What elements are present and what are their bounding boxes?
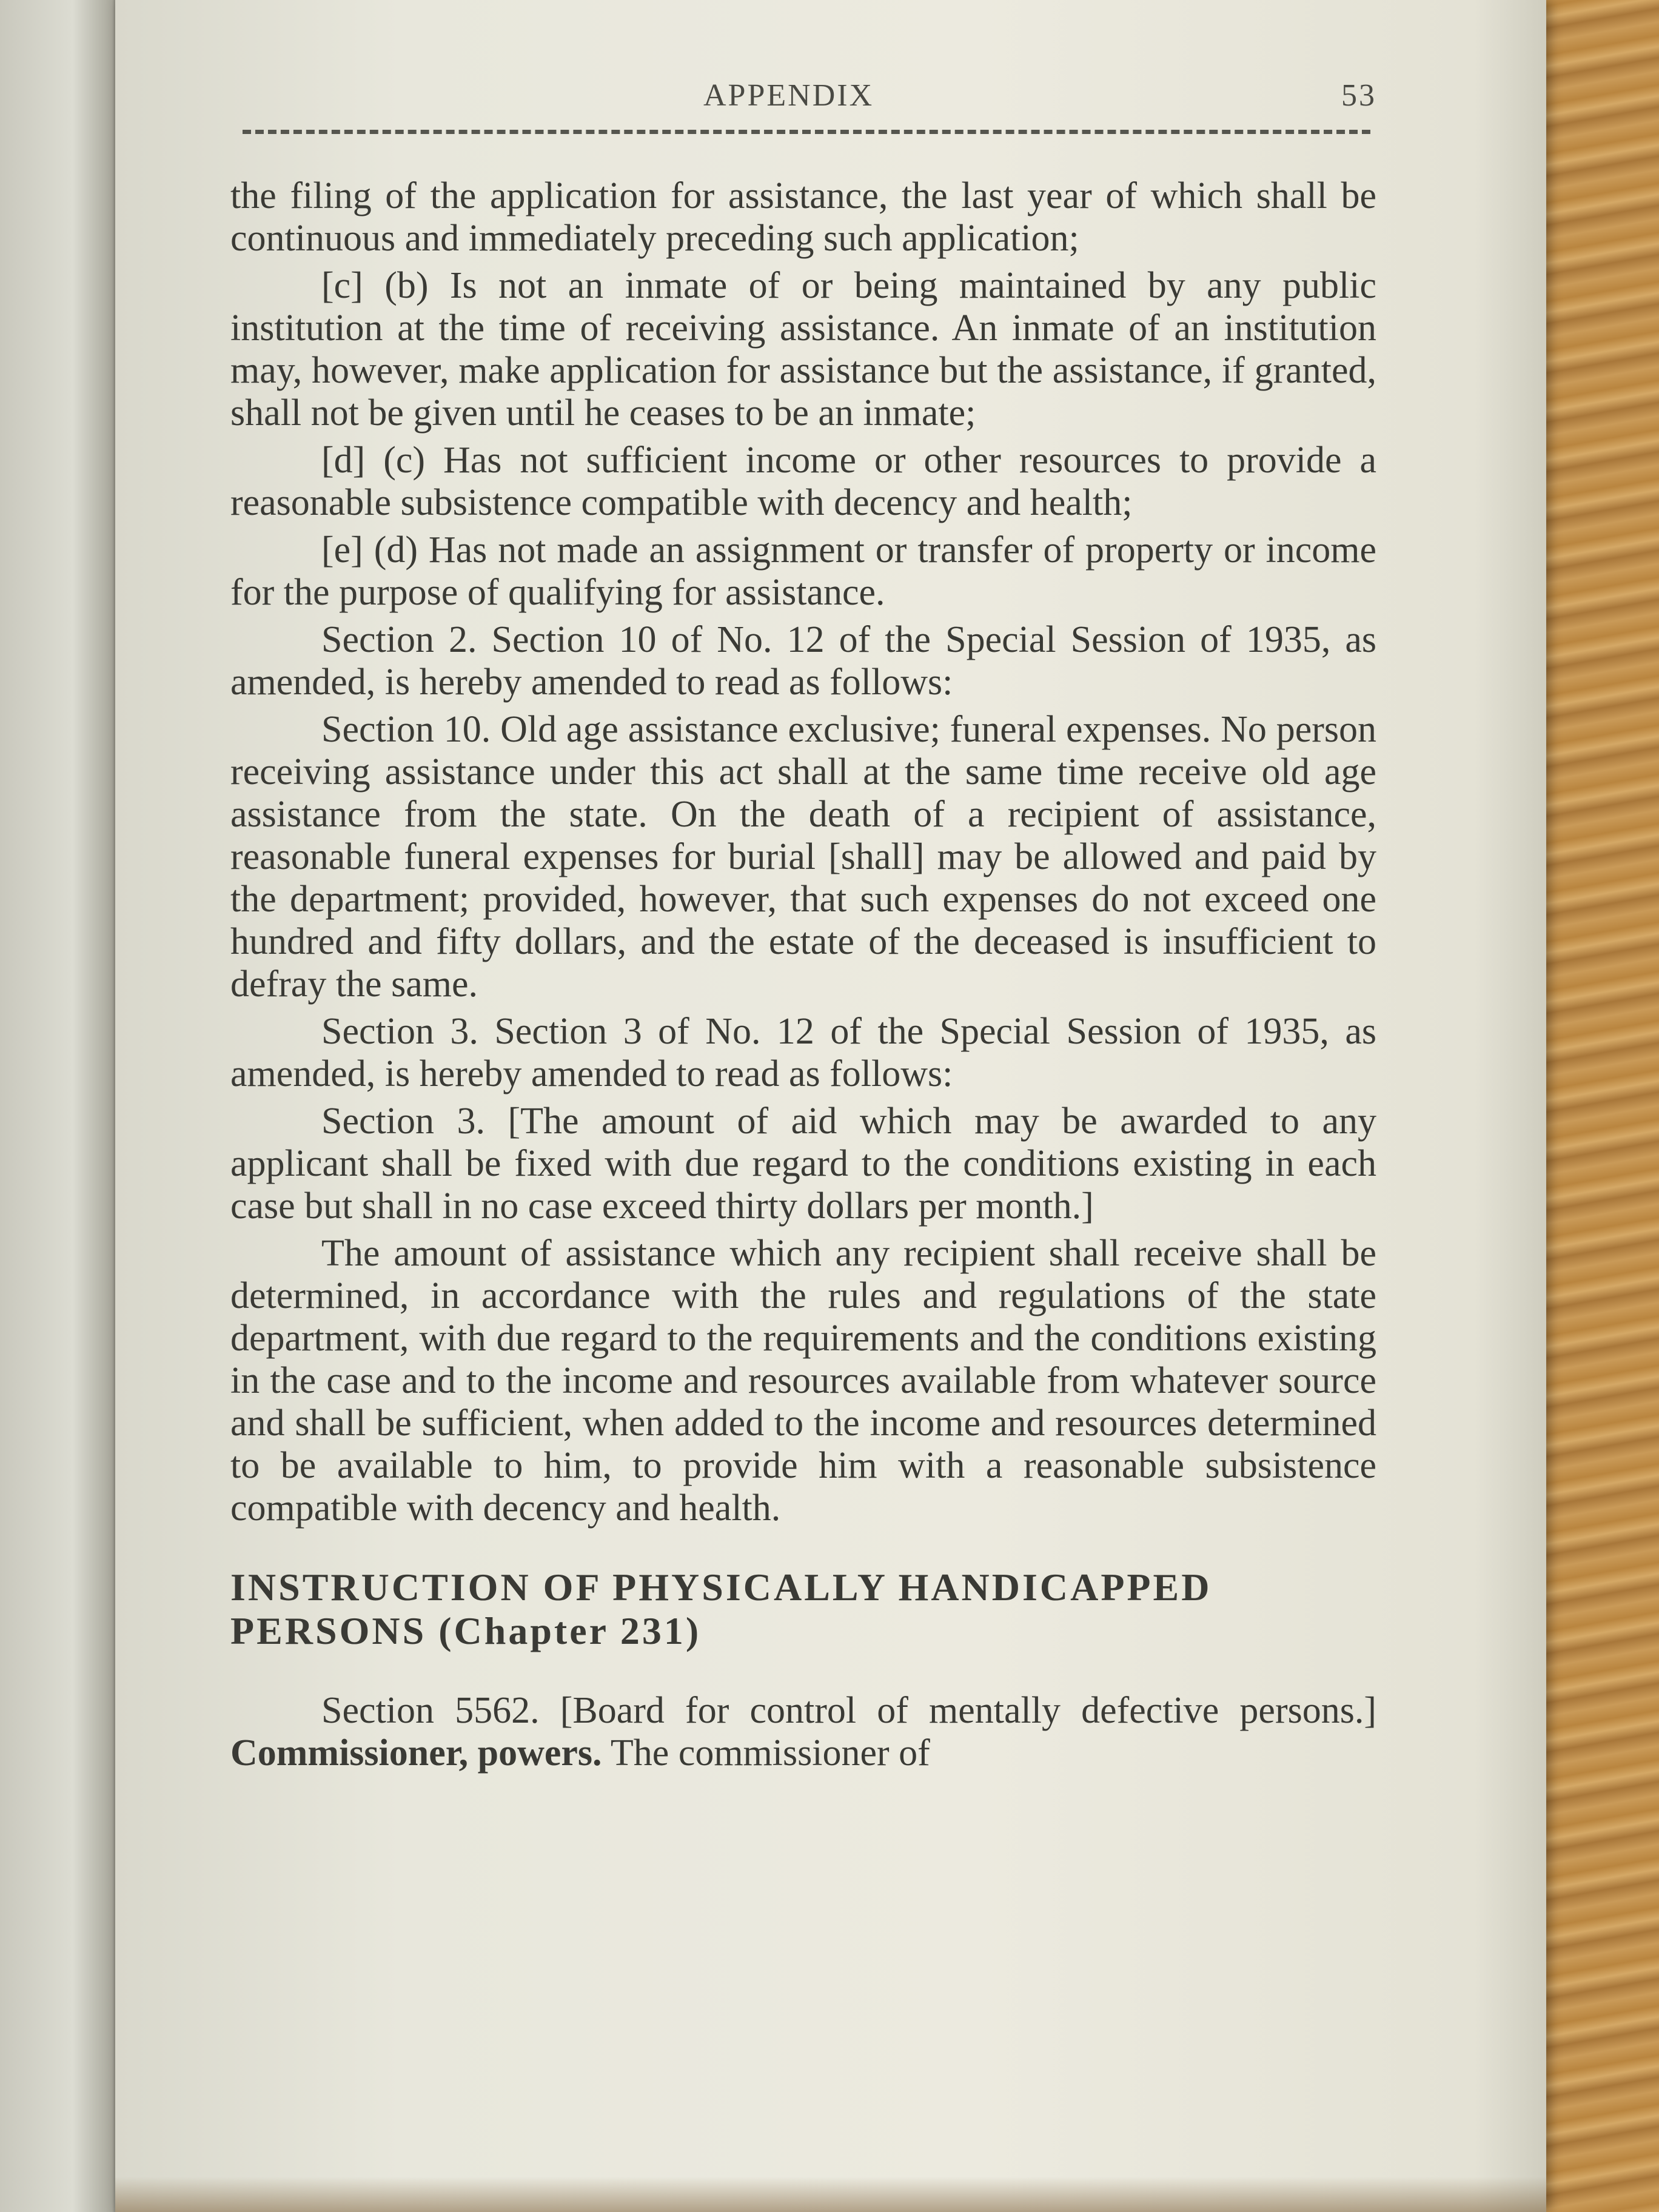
page-body <box>230 175 1376 1779</box>
section-heading: INSTRUCTION OF PHYSICALLY HANDICAPPED PERSONS (Chapter 231) <box>230 1566 1212 1652</box>
paragraph-section-5562 <box>230 1689 1376 1774</box>
section-5562-start: Section 5562. [Board for control of mentally defective persons.] <box>321 1690 1376 1731</box>
page-number: 53 <box>1341 78 1376 113</box>
paragraph-section-3-new: The amount of assistance which any recipient shall receive shall be determined, in accordance with the rules and regulations of the state department, with due regard to the requirements and the conditions existing in the case and to the income and resources available from whatever source and shall be sufficient, when added to the income and resources determined to be available to him, to provide him with a reasonable subsistence compatible with decency and health. <box>230 1233 1376 1529</box>
paragraph-clause-b: [c] (b) Is not an inmate of or being maintained by any public institution at the time of receiving assistance. An inmate of an institution may, however, make application for assistance but the assistance, if granted, shall not be given until he ceases to be an inmate; <box>230 265 1376 434</box>
paragraph-continuation: the filing of the application for assistance, the last year of which shall be continuous and immediately preceding such application; <box>230 175 1376 259</box>
running-title: APPENDIX <box>703 78 874 113</box>
header-rule <box>243 130 1370 140</box>
page-header <box>127 78 1376 120</box>
paragraph-section-3-old: Section 3. [The amount of aid which may be awarded to any applicant shall be fixed with due regard to the conditions existing in each case but shall in no case exceed thirty dollars per month.] <box>230 1101 1376 1227</box>
section-5562-end: The commissioner of <box>610 1732 930 1774</box>
paragraph-clause-c: [d] (c) Has not sufficient income or other resources to provide a reasonable subsistence compatible with decency and health; <box>230 440 1376 523</box>
left-page-edge <box>0 0 115 2212</box>
section-5562-bold: Commissioner, powers. <box>230 1732 602 1774</box>
paragraph-section-3-intro: Section 3. Section 3 of No. 12 of the Special Session of 1935, as amended, is hereby amended to read as follows: <box>230 1011 1376 1094</box>
page-shadow <box>115 2177 1546 2212</box>
paragraph-section-2: Section 2. Section 10 of No. 12 of the Special Session of 1935, as amended, is hereby amended to read as follows: <box>230 619 1376 703</box>
paragraph-clause-d: [e] (d) Has not made an assignment or transfer of property or income for the purpose of qualifying for assistance. <box>230 529 1376 613</box>
paragraph-section-10: Section 10. Old age assistance exclusive; funeral expenses. No person receiving assistance under this act shall at the same time receive old age assistance from the state. On the death of a recipient of assistance, reasonable funeral expenses for burial [shall] may be allowed and paid by the department; provided, however, that such expenses do not exceed one hundred and fifty dollars, and the estate of the deceased is insufficient to defray the same. <box>230 709 1376 1005</box>
